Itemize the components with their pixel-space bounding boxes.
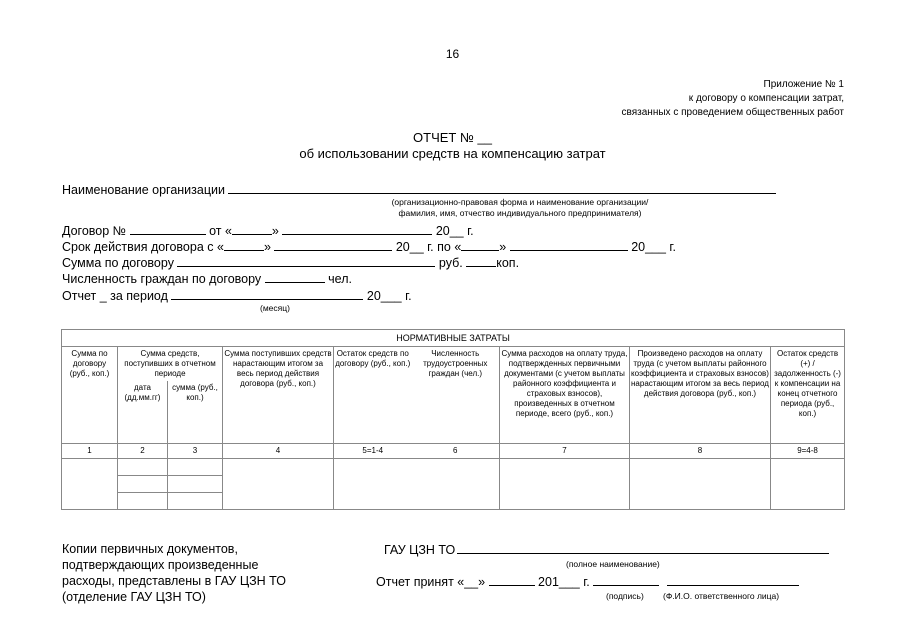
normative-costs-table bbox=[61, 329, 845, 510]
signature-field[interactable] bbox=[593, 573, 659, 586]
column-numbers-row bbox=[62, 443, 845, 458]
gau-row bbox=[384, 541, 829, 557]
cell-remainder[interactable] bbox=[334, 458, 412, 509]
gau-full-name-field[interactable] bbox=[457, 541, 829, 554]
org-name-label: Наименование организации bbox=[62, 183, 225, 197]
contract-row bbox=[62, 222, 474, 238]
col-num-5: 5=1-4 bbox=[334, 443, 412, 458]
report-period-row bbox=[62, 287, 412, 303]
col-header-5: Остаток средств по договору (руб., коп.) bbox=[334, 347, 412, 444]
term-to-label: 20__ г. по « bbox=[395, 240, 462, 254]
footer-left-line-2: подтверждающих произведенные bbox=[62, 558, 259, 572]
col-num-8: 8 bbox=[630, 443, 771, 458]
col-header-1: Сумма по договору (руб., коп.) bbox=[62, 347, 118, 444]
cell-amount[interactable] bbox=[168, 458, 223, 475]
col-num-6: 6 bbox=[412, 443, 500, 458]
appendix-note bbox=[622, 78, 844, 120]
col-num-4: 4 bbox=[223, 443, 334, 458]
footer-left-note bbox=[62, 541, 286, 605]
term-year-label: 20___ г. bbox=[631, 240, 676, 254]
term-row bbox=[62, 238, 676, 254]
gau-label: ГАУ ЦЗН ТО bbox=[384, 543, 456, 557]
contract-day-field[interactable] bbox=[232, 222, 272, 235]
term-from-label: Срок действия договора с « bbox=[62, 240, 224, 254]
contract-number-field[interactable] bbox=[130, 222, 206, 235]
contract-quote-close: » bbox=[271, 224, 279, 238]
contract-month-field[interactable] bbox=[282, 222, 432, 235]
cell-expenses-total[interactable] bbox=[630, 458, 771, 509]
col-header-2: Сумма средств, поступивших в отчетном периоде bbox=[118, 347, 223, 382]
table-caption: НОРМАТИВНЫЕ ЗАТРАТЫ bbox=[62, 330, 845, 347]
cell-expenses-period[interactable] bbox=[500, 458, 630, 509]
count-field[interactable] bbox=[265, 270, 325, 283]
org-name-note bbox=[240, 197, 800, 219]
report-period-field[interactable] bbox=[171, 287, 363, 300]
col-num-2: 2 bbox=[118, 443, 168, 458]
report-title-line-1: ОТЧЕТ № __ bbox=[413, 130, 492, 145]
footer-left-line-1: Копии первичных документов, bbox=[62, 542, 238, 556]
appendix-line-1: Приложение № 1 bbox=[763, 79, 844, 90]
appendix-line-2: к договору о компенсации затрат, bbox=[688, 93, 844, 104]
org-note-line-1: (организационно-правовая форма и наименование организации/ bbox=[391, 197, 649, 207]
contract-from-label: от « bbox=[209, 224, 232, 238]
cell-sum-by-contract[interactable] bbox=[62, 458, 118, 509]
accepted-label: Отчет принят «__» bbox=[376, 575, 486, 589]
sum-rub-field[interactable] bbox=[177, 254, 435, 267]
report-period-year: 20___ г. bbox=[366, 289, 412, 303]
col-num-3: 3 bbox=[168, 443, 223, 458]
contract-label: Договор № bbox=[62, 224, 127, 238]
term-quote-close-2: » bbox=[499, 240, 507, 254]
report-title-line-2: об использовании средств на компенсацию затрат bbox=[299, 146, 606, 161]
accepted-year-label: 201___ г. bbox=[538, 575, 590, 589]
responsible-name-field[interactable] bbox=[667, 573, 799, 586]
term-start-day-field[interactable] bbox=[224, 238, 264, 251]
cell-amount[interactable] bbox=[168, 475, 223, 492]
col-header-8: Произведено расходов на оплату труда (с учетом выплаты районного коэффициента и страховых взносов) нарастающим итогом за весь период действия договора (руб., коп.) bbox=[630, 347, 771, 444]
col-num-9: 9=4-8 bbox=[771, 443, 845, 458]
col-header-2b: сумма (руб., коп.) bbox=[168, 381, 223, 443]
sum-kop-field[interactable] bbox=[466, 254, 496, 267]
cell-date[interactable] bbox=[118, 492, 168, 509]
footer-left-line-3: расходы, представлены в ГАУ ЦЗН ТО bbox=[62, 574, 286, 588]
accepted-month-field[interactable] bbox=[489, 573, 535, 586]
col-num-7: 7 bbox=[500, 443, 630, 458]
cell-date[interactable] bbox=[118, 475, 168, 492]
month-note: (месяц) bbox=[260, 303, 290, 313]
org-name-row bbox=[62, 181, 776, 197]
report-period-label: Отчет _ за период bbox=[62, 289, 168, 303]
full-name-note: (полное наименование) bbox=[566, 559, 660, 569]
col-header-2a: дата (дд.мм.гг) bbox=[118, 381, 168, 443]
cell-balance[interactable] bbox=[771, 458, 845, 509]
term-quote-close-1: » bbox=[263, 240, 271, 254]
fio-note: (Ф.И.О. ответственного лица) bbox=[663, 591, 780, 601]
count-row bbox=[62, 270, 352, 286]
accepted-row bbox=[376, 573, 799, 589]
cell-employed[interactable] bbox=[412, 458, 500, 509]
table-row bbox=[62, 458, 845, 475]
col-header-4: Сумма поступивших средств нарастающим итогом за весь период действия договора (руб., коп.) bbox=[223, 347, 334, 444]
sum-kop-label: коп. bbox=[496, 256, 520, 270]
cell-amount[interactable] bbox=[168, 492, 223, 509]
term-end-month-field[interactable] bbox=[510, 238, 628, 251]
org-note-line-2: фамилия, имя, отчество индивидуального предпринимателя) bbox=[398, 208, 642, 218]
col-header-7: Сумма расходов на оплату труда, подтвержденных первичными документами (с учетом выплаты районного коэффициента и страховых взносов), произведенных в отчетном периоде, всего (руб., коп.) bbox=[500, 347, 630, 444]
count-label: Численность граждан по договору bbox=[62, 272, 262, 286]
signature-note: (подпись) bbox=[606, 591, 644, 601]
col-header-6: Численность трудоустроенных граждан (чел.) bbox=[412, 347, 500, 444]
sum-rub-label: руб. bbox=[438, 256, 463, 270]
contract-year-label: 20__ г. bbox=[435, 224, 474, 238]
term-start-month-field[interactable] bbox=[274, 238, 392, 251]
sum-row bbox=[62, 254, 519, 270]
page-number: 16 bbox=[445, 47, 460, 61]
cell-cumulative[interactable] bbox=[223, 458, 334, 509]
appendix-line-3: связанных с проведением общественных работ bbox=[621, 107, 844, 118]
org-name-field[interactable] bbox=[228, 181, 776, 194]
col-header-9: Остаток средств (+) / задолженность (-) к компенсации на конец отчетного периода (руб., коп.) bbox=[771, 347, 845, 444]
sum-label: Сумма по договору bbox=[62, 256, 174, 270]
col-num-1: 1 bbox=[62, 443, 118, 458]
footer-left-line-4: (отделение ГАУ ЦЗН ТО) bbox=[62, 590, 206, 604]
count-unit: чел. bbox=[328, 272, 352, 286]
cell-date[interactable] bbox=[118, 458, 168, 475]
term-end-day-field[interactable] bbox=[461, 238, 499, 251]
report-title bbox=[0, 130, 905, 162]
